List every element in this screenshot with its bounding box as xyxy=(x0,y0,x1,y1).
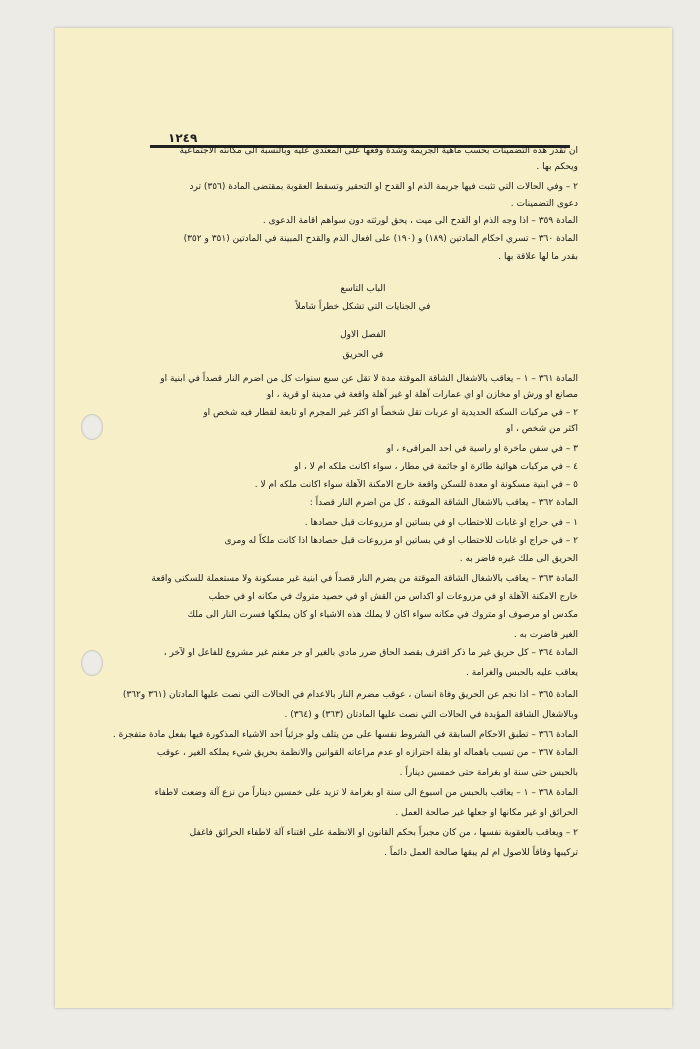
text-line: يعاقب عليه بالحبس والغرامة . xyxy=(466,668,578,678)
text-line: ٤ – في مركبات هوائية طائرة او جاثمة في مطار ، سواء اكانت ملكه ام لا ، او xyxy=(294,462,578,472)
text-line: في الجنايات التي تشكل خطراً شاملاً xyxy=(295,302,431,312)
text-line: دعوى التضمينات . xyxy=(510,199,578,209)
text-line: ١ – في حراج او غابات للاحتطاب او في بساتين او مزروعات قبل حصادها . xyxy=(304,518,578,528)
text-line: مكدس او مرصوف او متروك في مكانه سواء اكان لا يملك هذه الاشياء او كان يملكها فسرت النار الى ملك xyxy=(187,610,578,620)
text-line: تركيبها وفاقاً للاصول ام لم يبقها صالحة العمل دائماً . xyxy=(384,848,578,858)
punch-hole-bottom xyxy=(81,650,103,676)
text-line: ٢ – وفي الحالات التي تثبت فيها جريمة الذم او القدح او التحقير وتسقط العقوبة بمقتضى المادة (٣٥٦) ترد xyxy=(189,182,578,192)
text-line: مصانع او ورش او مخازن او اي عمارات آهلة او غير آهلة واقعة في مدينة او قرية ، او xyxy=(266,390,578,400)
text-line: بقدر ما لها علاقة بها . xyxy=(498,252,578,262)
punch-hole-top xyxy=(81,414,103,440)
text-line: المادة ٣٦٧ – من تسبب باهماله او بقلة احترازه او عدم مراعاته القوانين والانظمة بحريق شيء يملكه الغير ، عوقب xyxy=(156,748,578,758)
text-line: المادة ٣٦٨ – ١ – يعاقب بالحبس من اسبوع الى سنة او بغرامة لا تزيد على خمسين ديناراً من نزع آلة وضعت لاطفاء xyxy=(154,788,578,798)
page-number: ١٢٤٩ xyxy=(168,131,198,145)
text-line: المادة ٣٦٥ – اذا نجم عن الحريق وفاة انسان ، عوقب مضرم النار بالاعدام في الحالات التي نصت عليها المادتان (٣٦١ و٣٦٢) xyxy=(122,690,578,700)
text-line: ويحكم بها . xyxy=(536,162,578,172)
text-line: المادة ٣٦٠ – تسري احكام المادتين (١٨٩) و (١٩٠) على افعال الذم والقدح المبينة في المادتين (٣٥١ و ٣٥٢) xyxy=(183,234,578,244)
text-line: المادة ٣٦٢ – يعاقب بالاشغال الشاقة الموقتة ، كل من اضرم النار قصداً : xyxy=(309,498,578,508)
text-line: ٣ – في سفن ماخرة او راسية في احد المرافىء ، او xyxy=(386,444,578,454)
text-line: في الحريق xyxy=(342,350,384,360)
text-line: ان تقدر هذه التضمينات بحسب ماهية الجريمة وشدة وقعها على المعتدى عليه وبالنسبة الى مكانته الاجتماعية xyxy=(179,146,578,156)
text-line: الفصل الاول xyxy=(340,330,386,340)
text-line: المادة ٣٦١ – ١ – يعاقب بالاشغال الشاقة الموقتة مدة لا تقل عن سبع سنوات كل من اضرم النار قصداً في ابنية او xyxy=(160,374,578,384)
document-page xyxy=(55,28,672,1008)
text-line: خارج الامكنة الآهلة او في مزروعات او اكداس من القش او في حصيد متروك في مكانه او في حطب xyxy=(208,592,578,602)
text-line: ٥ – في ابنية مسكونة او معدة للسكن واقعة خارج الامكنة الآهلة سواء اكانت ملكه ام لا . xyxy=(254,480,578,490)
text-line: اكثر من شخص ، او xyxy=(506,424,578,434)
text-line: المادة ٣٥٩ – اذا وجه الذم او القدح الى ميت ، يحق لورثته دون سواهم اقامة الدعوى . xyxy=(262,216,578,226)
text-line: وبالاشغال الشاقة المؤبدة في الحالات التي نصت عليها المادتان (٣٦٣) و (٣٦٤) . xyxy=(284,710,578,720)
text-line: الغير فاضرت به . xyxy=(513,630,578,640)
text-line: الباب التاسع xyxy=(340,284,386,294)
text-line: المادة ٣٦٦ – تطبق الاحكام السابقة في الشروط نفسها على من يتلف ولو جزئياً احد الاشياء المذكورة فيها بفعل مادة متفجرة . xyxy=(112,730,578,740)
text-line: المادة ٣٦٤ – كل حريق غير ما ذكر اقترف بقصد الحاق ضرر مادي بالغير او جر مغنم غير مشروع للفاعل او لآخر ، xyxy=(163,648,578,658)
text-line: بالحبس حتى سنة او بغرامة حتى خمسين ديناراً . xyxy=(399,768,578,778)
text-line: الحريق الى ملك غيره فاضر به . xyxy=(459,554,578,564)
text-line: الحرائق او غير مكانها او جعلها غير صالحة العمل . xyxy=(395,808,578,818)
text-line: ٢ – ويعاقب بالعقوبة نفسها ، من كان مجبراً بحكم القانون او الانظمة على اقتناء آلة لاطفاء الحرائق فاغفل xyxy=(189,828,578,838)
text-line: ٢ – في حراج او غابات للاحتطاب او في بساتين او مزروعات قبل حصادها اذا كانت ملكاً له ومرى xyxy=(224,536,578,546)
text-line: المادة ٣٦٣ – يعاقب بالاشغال الشاقة الموقتة من يضرم النار قصداً في ابنية غير مسكونة ولا مستعملة للسكنى واقعة xyxy=(151,574,578,584)
text-line: ٢ – في مركبات السكة الحديدية او عربات تقل شخصاً او اكثر غير المجرم او تابعة لقطار فيه شخص او xyxy=(203,408,578,418)
